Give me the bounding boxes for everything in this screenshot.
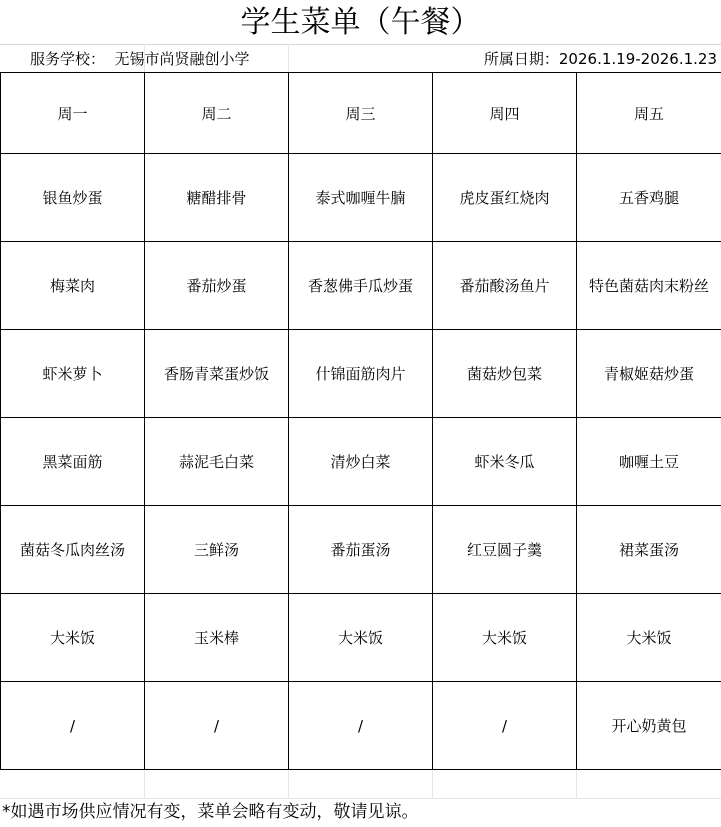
dish-cell: 三鲜汤: [145, 506, 289, 594]
page-title: 学生菜单（午餐）: [240, 5, 481, 40]
dish-cell: 香葱佛手瓜炒蛋: [289, 242, 433, 330]
dish-cell: 番茄酸汤鱼片: [433, 242, 577, 330]
gridline: [144, 770, 145, 798]
dish-cell: 大米饭: [433, 594, 577, 682]
dish-cell: 特色菌菇肉末粉丝: [577, 242, 721, 330]
dish-cell: 番茄蛋汤: [289, 506, 433, 594]
dish-cell: 虎皮蛋红烧肉: [433, 154, 577, 242]
day-header-tue: 周二: [145, 73, 289, 154]
table-row: [1, 242, 721, 330]
date-info: 所属日期：2026.1.19-2026.1.23: [483, 50, 717, 68]
dish-cell: 大米饭: [577, 594, 721, 682]
dish-cell: /: [289, 682, 433, 770]
dish-cell: 青椒姬菇炒蛋: [577, 330, 721, 418]
table-row: [1, 506, 721, 594]
dish-cell: 糖醋排骨: [145, 154, 289, 242]
dish-cell: /: [145, 682, 289, 770]
table-row: [1, 330, 721, 418]
dish-cell: 大米饭: [289, 594, 433, 682]
table-row: [1, 594, 721, 682]
dish-cell: 菌菇炒包菜: [433, 330, 577, 418]
footnote: *如遇市场供应情况有变，菜单会略有变动，敬请见谅。: [2, 802, 419, 822]
dish-cell: 五香鸡腿: [577, 154, 721, 242]
table-row: [1, 154, 721, 242]
dish-cell: 大米饭: [1, 594, 145, 682]
menu-table: [0, 72, 721, 770]
dish-cell: 开心奶黄包: [577, 682, 721, 770]
dish-cell: 什锦面筋肉片: [289, 330, 433, 418]
info-row: [0, 46, 721, 72]
blank-row: [0, 770, 721, 798]
gridline: [288, 770, 289, 798]
dish-cell: 玉米棒: [145, 594, 289, 682]
school-info: 服务学校： 无锡市尚贤融创小学: [30, 50, 250, 68]
dish-cell: 香肠青菜蛋炒饭: [145, 330, 289, 418]
table-row: [1, 682, 721, 770]
dish-cell: 梅菜肉: [1, 242, 145, 330]
dish-cell: 银鱼炒蛋: [1, 154, 145, 242]
table-header-row: [1, 73, 721, 154]
table-row: [1, 418, 721, 506]
dish-cell: 虾米冬瓜: [433, 418, 577, 506]
dish-cell: /: [1, 682, 145, 770]
dish-cell: 虾米萝卜: [1, 330, 145, 418]
gridline: [576, 770, 577, 798]
dish-cell: 番茄炒蛋: [145, 242, 289, 330]
day-header-fri: 周五: [577, 73, 721, 154]
day-header-thu: 周四: [433, 73, 577, 154]
dish-cell: 清炒白菜: [289, 418, 433, 506]
dish-cell: 泰式咖喱牛腩: [289, 154, 433, 242]
dish-cell: 裙菜蛋汤: [577, 506, 721, 594]
dish-cell: 咖喱土豆: [577, 418, 721, 506]
day-header-wed: 周三: [289, 73, 433, 154]
dish-cell: 菌菇冬瓜肉丝汤: [1, 506, 145, 594]
gridline: [432, 770, 433, 798]
dish-cell: /: [433, 682, 577, 770]
dish-cell: 红豆圆子羹: [433, 506, 577, 594]
day-header-mon: 周一: [1, 73, 145, 154]
dish-cell: 黑菜面筋: [1, 418, 145, 506]
dish-cell: 蒜泥毛白菜: [145, 418, 289, 506]
